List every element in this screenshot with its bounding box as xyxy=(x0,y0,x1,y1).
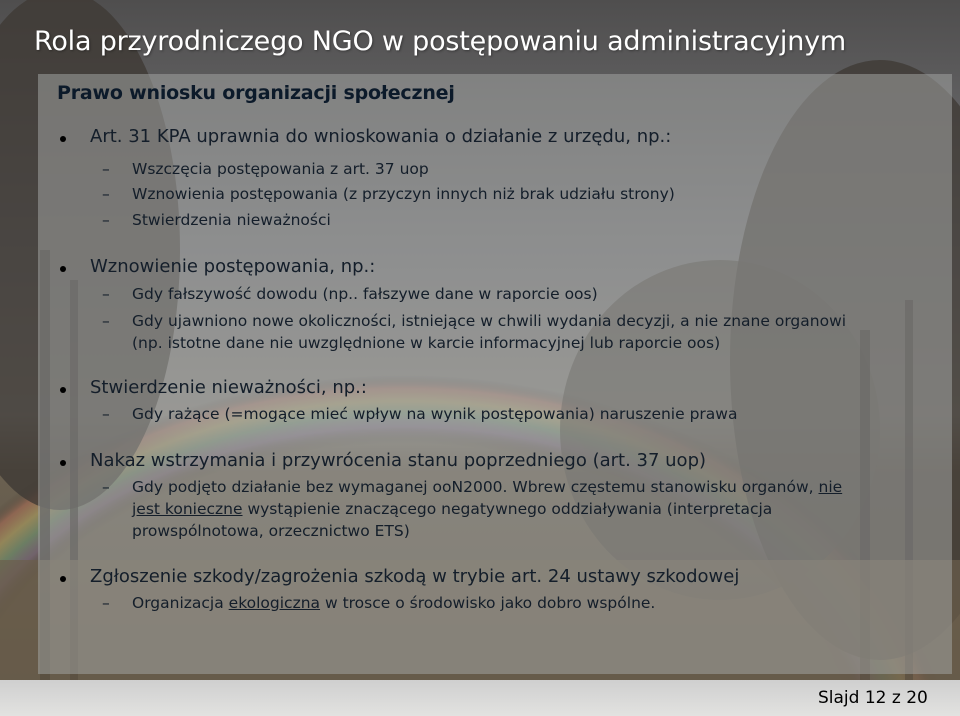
bullet-text: Stwierdzenie nieważności, np.: xyxy=(90,377,367,398)
bullet-text: Wznowienie postępowania, np.: xyxy=(90,256,376,277)
slide-subtitle: Prawo wniosku organizacji społecznej xyxy=(57,82,455,104)
bullet-text: Nakaz wstrzymania i przywrócenia stanu poprzedniego (art. 37 uop) xyxy=(90,450,707,471)
dash-item-continuation: prowspólnotowa, orzecznictwo ETS) xyxy=(132,522,410,540)
slide-number: Slajd 12 z 20 xyxy=(818,688,928,708)
slide-title: Rola przyrodniczego NGO w postępowaniu administracyjnym xyxy=(34,26,846,57)
footer-bar xyxy=(0,680,960,716)
bullet-text: Zgłoszenie szkody/zagrożenia szkodą w trybie art. 24 ustawy szkodowej xyxy=(90,566,740,587)
dash-item-continuation: (np. istotne dane nie uwzględnione w karcie informacyjnej lub raporcie oos) xyxy=(132,334,721,352)
dash-item-continuation: jest konieczne wystąpienie znaczącego negatywnego oddziaływania (interpretacja xyxy=(132,500,773,518)
bullet-text: Art. 31 KPA uprawnia do wnioskowania o działanie z urzędu, np.: xyxy=(90,126,672,147)
